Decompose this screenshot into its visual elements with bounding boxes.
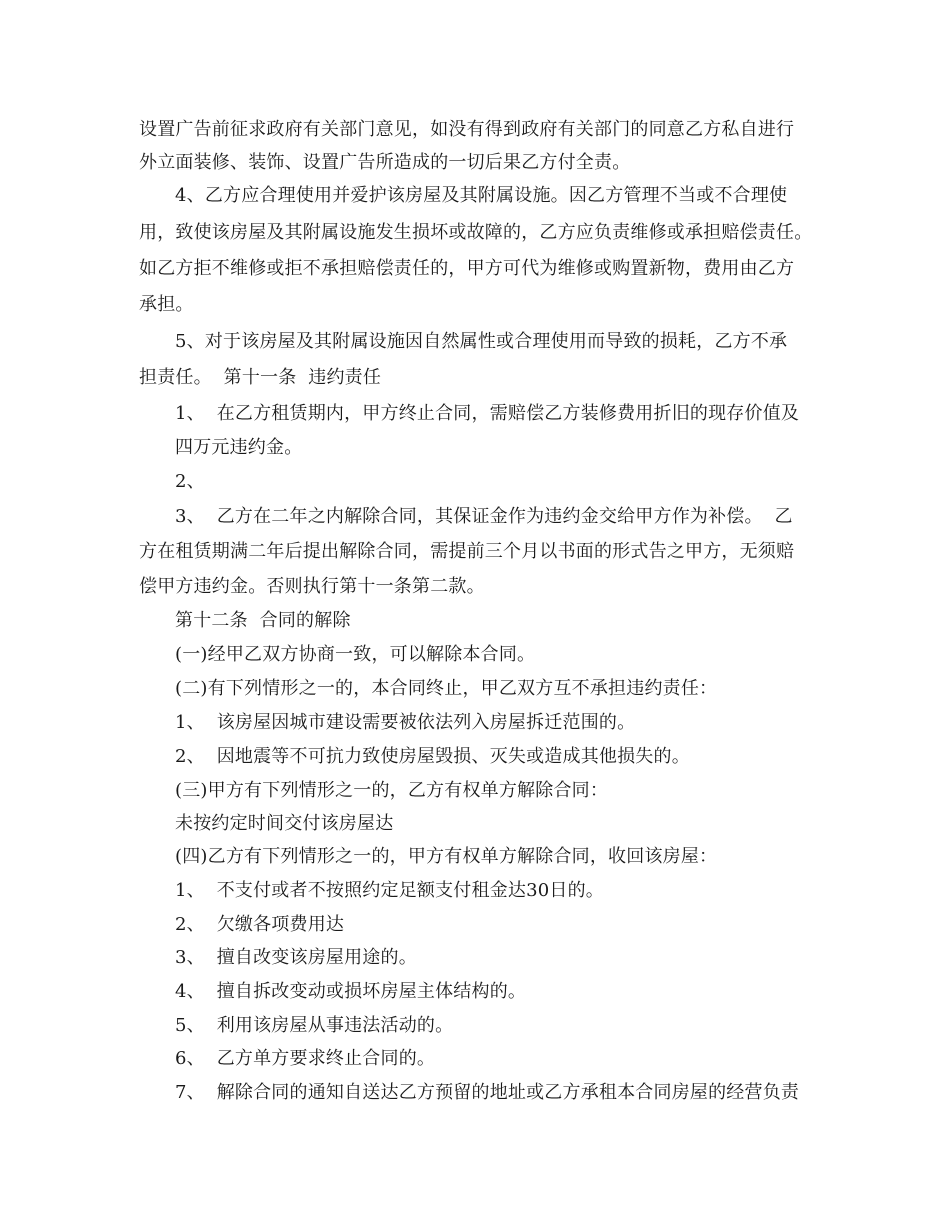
text-line: 4、 擅自拆改变动或损坏房屋主体结构的。 <box>175 981 527 1002</box>
text-line: 3、 擅自改变该房屋用途的。 <box>175 947 417 968</box>
text-line: (一)经甲乙双方协商一致，可以解除本合同。 <box>175 644 536 665</box>
text-line: 3、 乙方在二年之内解除合同，其保证金作为违约金交给甲方作为补偿。 乙 <box>175 506 793 527</box>
text-line: (四)乙方有下列情形之一的，甲方有权单方解除合同，收回该房屋： <box>175 846 718 867</box>
text-line: 1、 该房屋因城市建设需要被依法列入房屋拆迁范围的。 <box>175 712 636 733</box>
text-line: 用，致使该房屋及其附属设施发生损坏或故障的，乙方应负责维修或承担赔偿责任。 <box>139 222 813 243</box>
text-line: 2、 因地震等不可抗力致使房屋毁损、灭失或造成其他损失的。 <box>175 746 690 767</box>
text-line: (二)有下列情形之一的，本合同终止，甲乙双方互不承担违约责任： <box>175 678 718 699</box>
text-line: 2、 <box>175 471 205 492</box>
text-line: 1、 不支付或者不按照约定足额支付租金达30日的。 <box>175 880 604 901</box>
text-line: 四万元违约金。 <box>175 437 303 458</box>
text-line: 偿甲方违约金。否则执行第十一条第二款。 <box>139 576 485 597</box>
text-line: 承担。 <box>139 294 194 315</box>
text-line: 2、 欠缴各项费用达 <box>175 914 345 935</box>
text-line: 1、 在乙方租赁期内，甲方终止合同，需赔偿乙方装修费用折旧的现存价值及 <box>175 403 800 424</box>
text-line: (三)甲方有下列情形之一的，乙方有权单方解除合同： <box>175 780 609 801</box>
section-heading: 第十二条 合同的解除 <box>175 610 351 631</box>
text-line: 5、对于该房屋及其附属设施因自然属性或合理使用而导致的损耗，乙方不承 <box>175 331 788 352</box>
text-line: 如乙方拒不维修或拒不承担赔偿责任的，甲方可代为维修或购置新物，费用由乙方 <box>139 258 795 279</box>
text-line: 方在租赁期满二年后提出解除合同，需提前三个月以书面的形式告之甲方，无须赔 <box>139 541 795 562</box>
text-line: 7、 解除合同的通知自送达乙方预留的地址或乙方承租本合同房屋的经营负责 <box>175 1082 800 1103</box>
text-line: 6、 乙方单方要求终止合同的。 <box>175 1048 436 1069</box>
section-heading: 担责任。 第十一条 违约责任 <box>139 367 382 388</box>
text-line: 未按约定时间交付该房屋达 <box>175 813 394 834</box>
text-line: 4、乙方应合理使用并爱护该房屋及其附属设施。因乙方管理不当或不合理使 <box>175 185 788 206</box>
text-line: 设置广告前征求政府有关部门意见，如没有得到政府有关部门的同意乙方私自进行 <box>139 119 795 140</box>
text-line: 5、 利用该房屋从事违法活动的。 <box>175 1015 454 1036</box>
text-line: 外立面装修、装饰、设置广告所造成的一切后果乙方付全责。 <box>139 152 631 173</box>
